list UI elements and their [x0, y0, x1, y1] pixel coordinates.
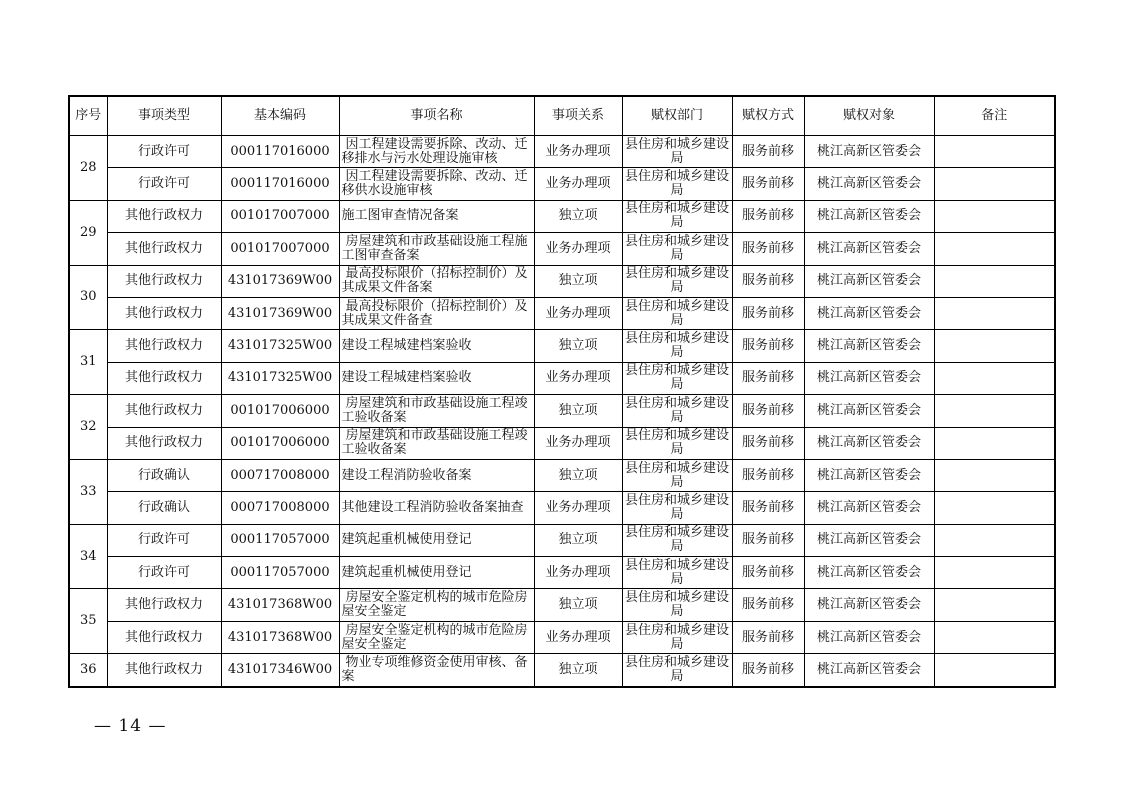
item-code-cell: 431017369W00 [221, 265, 339, 297]
header-method: 赋权方式 [732, 96, 804, 136]
table-row [69, 168, 1055, 200]
item-code-cell: 000117057000 [221, 557, 339, 589]
grant-target-cell: 桃江高新区管委会 [804, 297, 934, 329]
note-cell [934, 654, 1055, 687]
item-code-cell: 431017346W00 [221, 654, 339, 687]
note-cell [934, 136, 1055, 168]
item-name-cell: 房屋建筑和市政基础设施工程竣工验收备案 [339, 395, 534, 427]
note-cell [934, 200, 1055, 232]
grant-dept-cell: 县住房和城乡建设局 [622, 297, 732, 329]
table-row [69, 427, 1055, 459]
grant-method-cell: 服务前移 [732, 136, 804, 168]
grant-method-cell: 服务前移 [732, 362, 804, 394]
grant-method-cell: 服务前移 [732, 654, 804, 687]
grant-target-cell: 桃江高新区管委会 [804, 200, 934, 232]
item-code-cell: 000117016000 [221, 168, 339, 200]
item-type-cell: 其他行政权力 [107, 427, 221, 459]
grant-method-cell: 服务前移 [732, 459, 804, 491]
item-code-cell: 000717008000 [221, 492, 339, 524]
header-row [69, 96, 1055, 136]
grant-method-cell: 服务前移 [732, 557, 804, 589]
item-type-cell: 其他行政权力 [107, 265, 221, 297]
page-number: — 14 — [94, 716, 167, 736]
seq-cell: 31 [69, 330, 107, 395]
seq-cell: 32 [69, 395, 107, 460]
grant-target-cell: 桃江高新区管委会 [804, 362, 934, 394]
seq-cell: 36 [69, 654, 107, 687]
grant-target-cell: 桃江高新区管委会 [804, 136, 934, 168]
item-code-cell: 431017369W00 [221, 297, 339, 329]
item-relation-cell: 业务办理项 [534, 492, 622, 524]
item-relation-cell: 独立项 [534, 524, 622, 556]
grant-target-cell: 桃江高新区管委会 [804, 233, 934, 265]
item-name-cell: 建筑起重机械使用登记 [339, 557, 534, 589]
item-relation-cell: 独立项 [534, 200, 622, 232]
grant-dept-cell: 县住房和城乡建设局 [622, 200, 732, 232]
note-cell [934, 330, 1055, 362]
item-relation-cell: 独立项 [534, 459, 622, 491]
item-name-cell: 因工程建设需要拆除、改动、迁移排水与污水处理设施审核 [339, 136, 534, 168]
note-cell [934, 427, 1055, 459]
grant-dept-cell: 县住房和城乡建设局 [622, 427, 732, 459]
item-code-cell: 431017368W00 [221, 589, 339, 621]
seq-cell: 29 [69, 200, 107, 265]
note-cell [934, 233, 1055, 265]
note-cell [934, 459, 1055, 491]
table-row [69, 557, 1055, 589]
grant-target-cell: 桃江高新区管委会 [804, 168, 934, 200]
item-name-cell: 因工程建设需要拆除、改动、迁移供水设施审核 [339, 168, 534, 200]
item-relation-cell: 独立项 [534, 265, 622, 297]
note-cell [934, 362, 1055, 394]
item-type-cell: 行政许可 [107, 524, 221, 556]
item-relation-cell: 独立项 [534, 589, 622, 621]
grant-method-cell: 服务前移 [732, 621, 804, 653]
item-name-cell: 房屋建筑和市政基础设施工程施工图审查备案 [339, 233, 534, 265]
seq-cell: 35 [69, 589, 107, 654]
item-type-cell: 其他行政权力 [107, 621, 221, 653]
item-code-cell: 001017007000 [221, 233, 339, 265]
grant-dept-cell: 县住房和城乡建设局 [622, 362, 732, 394]
item-code-cell: 000717008000 [221, 459, 339, 491]
grant-method-cell: 服务前移 [732, 524, 804, 556]
grant-method-cell: 服务前移 [732, 233, 804, 265]
table-body [69, 136, 1055, 687]
item-type-cell: 行政许可 [107, 557, 221, 589]
grant-target-cell: 桃江高新区管委会 [804, 492, 934, 524]
grant-dept-cell: 县住房和城乡建设局 [622, 459, 732, 491]
grant-method-cell: 服务前移 [732, 395, 804, 427]
item-type-cell: 行政许可 [107, 136, 221, 168]
grant-dept-cell: 县住房和城乡建设局 [622, 265, 732, 297]
table-row [69, 654, 1055, 687]
item-type-cell: 行政许可 [107, 168, 221, 200]
table-row [69, 200, 1055, 232]
item-type-cell: 其他行政权力 [107, 362, 221, 394]
note-cell [934, 265, 1055, 297]
table-row [69, 524, 1055, 556]
grant-method-cell: 服务前移 [732, 265, 804, 297]
note-cell [934, 395, 1055, 427]
note-cell [934, 589, 1055, 621]
note-cell [934, 492, 1055, 524]
item-code-cell: 431017325W00 [221, 330, 339, 362]
grant-method-cell: 服务前移 [732, 200, 804, 232]
permission-table [68, 95, 1056, 688]
item-relation-cell: 独立项 [534, 654, 622, 687]
header-note: 备注 [934, 96, 1055, 136]
item-relation-cell: 业务办理项 [534, 233, 622, 265]
grant-target-cell: 桃江高新区管委会 [804, 427, 934, 459]
grant-dept-cell: 县住房和城乡建设局 [622, 395, 732, 427]
header-type: 事项类型 [107, 96, 221, 136]
item-name-cell: 建设工程消防验收备案 [339, 459, 534, 491]
item-relation-cell: 业务办理项 [534, 621, 622, 653]
grant-dept-cell: 县住房和城乡建设局 [622, 621, 732, 653]
item-type-cell: 其他行政权力 [107, 589, 221, 621]
grant-target-cell: 桃江高新区管委会 [804, 621, 934, 653]
item-name-cell: 物业专项维修资金使用审核、备案 [339, 654, 534, 687]
item-name-cell: 建设工程城建档案验收 [339, 362, 534, 394]
grant-method-cell: 服务前移 [732, 297, 804, 329]
item-name-cell: 房屋安全鉴定机构的城市危险房屋安全鉴定 [339, 621, 534, 653]
grant-dept-cell: 县住房和城乡建设局 [622, 589, 732, 621]
grant-dept-cell: 县住房和城乡建设局 [622, 330, 732, 362]
grant-dept-cell: 县住房和城乡建设局 [622, 168, 732, 200]
table-row [69, 233, 1055, 265]
item-code-cell: 000117016000 [221, 136, 339, 168]
seq-cell: 30 [69, 265, 107, 330]
item-relation-cell: 独立项 [534, 395, 622, 427]
header-relation: 事项关系 [534, 96, 622, 136]
grant-method-cell: 服务前移 [732, 168, 804, 200]
item-relation-cell: 业务办理项 [534, 168, 622, 200]
header-seq: 序号 [69, 96, 107, 136]
grant-method-cell: 服务前移 [732, 589, 804, 621]
seq-cell: 34 [69, 524, 107, 589]
note-cell [934, 297, 1055, 329]
table-row [69, 136, 1055, 168]
header-dept: 赋权部门 [622, 96, 732, 136]
header-name: 事项名称 [339, 96, 534, 136]
table-row [69, 330, 1055, 362]
header-target: 赋权对象 [804, 96, 934, 136]
item-relation-cell: 业务办理项 [534, 136, 622, 168]
item-relation-cell: 业务办理项 [534, 297, 622, 329]
grant-dept-cell: 县住房和城乡建设局 [622, 136, 732, 168]
item-name-cell: 最高投标限价（招标控制价）及其成果文件备查 [339, 297, 534, 329]
item-name-cell: 建筑起重机械使用登记 [339, 524, 534, 556]
item-name-cell: 最高投标限价（招标控制价）及其成果文件备案 [339, 265, 534, 297]
table-row [69, 459, 1055, 491]
item-type-cell: 行政确认 [107, 459, 221, 491]
item-type-cell: 其他行政权力 [107, 654, 221, 687]
item-code-cell: 001017006000 [221, 395, 339, 427]
grant-target-cell: 桃江高新区管委会 [804, 265, 934, 297]
grant-method-cell: 服务前移 [732, 427, 804, 459]
grant-dept-cell: 县住房和城乡建设局 [622, 557, 732, 589]
item-code-cell: 431017368W00 [221, 621, 339, 653]
grant-dept-cell: 县住房和城乡建设局 [622, 492, 732, 524]
grant-target-cell: 桃江高新区管委会 [804, 330, 934, 362]
item-relation-cell: 业务办理项 [534, 427, 622, 459]
table-row [69, 297, 1055, 329]
grant-method-cell: 服务前移 [732, 492, 804, 524]
item-name-cell: 建设工程城建档案验收 [339, 330, 534, 362]
grant-target-cell: 桃江高新区管委会 [804, 524, 934, 556]
grant-method-cell: 服务前移 [732, 330, 804, 362]
seq-cell: 33 [69, 459, 107, 524]
note-cell [934, 168, 1055, 200]
item-name-cell: 施工图审查情况备案 [339, 200, 534, 232]
item-type-cell: 其他行政权力 [107, 395, 221, 427]
grant-target-cell: 桃江高新区管委会 [804, 557, 934, 589]
item-type-cell: 行政确认 [107, 492, 221, 524]
grant-dept-cell: 县住房和城乡建设局 [622, 233, 732, 265]
item-name-cell: 房屋安全鉴定机构的城市危险房屋安全鉴定 [339, 589, 534, 621]
item-name-cell: 房屋建筑和市政基础设施工程竣工验收备案 [339, 427, 534, 459]
item-code-cell: 001017007000 [221, 200, 339, 232]
item-code-cell: 001017006000 [221, 427, 339, 459]
header-code: 基本编码 [221, 96, 339, 136]
item-type-cell: 其他行政权力 [107, 297, 221, 329]
seq-cell: 28 [69, 136, 107, 201]
table-row [69, 395, 1055, 427]
grant-target-cell: 桃江高新区管委会 [804, 589, 934, 621]
grant-dept-cell: 县住房和城乡建设局 [622, 524, 732, 556]
table-row [69, 589, 1055, 621]
grant-target-cell: 桃江高新区管委会 [804, 654, 934, 687]
item-relation-cell: 业务办理项 [534, 362, 622, 394]
item-code-cell: 431017325W00 [221, 362, 339, 394]
item-name-cell: 其他建设工程消防验收备案抽查 [339, 492, 534, 524]
table-row [69, 492, 1055, 524]
item-type-cell: 其他行政权力 [107, 200, 221, 232]
item-type-cell: 其他行政权力 [107, 330, 221, 362]
note-cell [934, 524, 1055, 556]
table-row [69, 265, 1055, 297]
item-code-cell: 000117057000 [221, 524, 339, 556]
note-cell [934, 621, 1055, 653]
note-cell [934, 557, 1055, 589]
grant-target-cell: 桃江高新区管委会 [804, 395, 934, 427]
grant-dept-cell: 县住房和城乡建设局 [622, 654, 732, 687]
item-relation-cell: 独立项 [534, 330, 622, 362]
table-row [69, 362, 1055, 394]
table-row [69, 621, 1055, 653]
item-relation-cell: 业务办理项 [534, 557, 622, 589]
item-type-cell: 其他行政权力 [107, 233, 221, 265]
grant-target-cell: 桃江高新区管委会 [804, 459, 934, 491]
